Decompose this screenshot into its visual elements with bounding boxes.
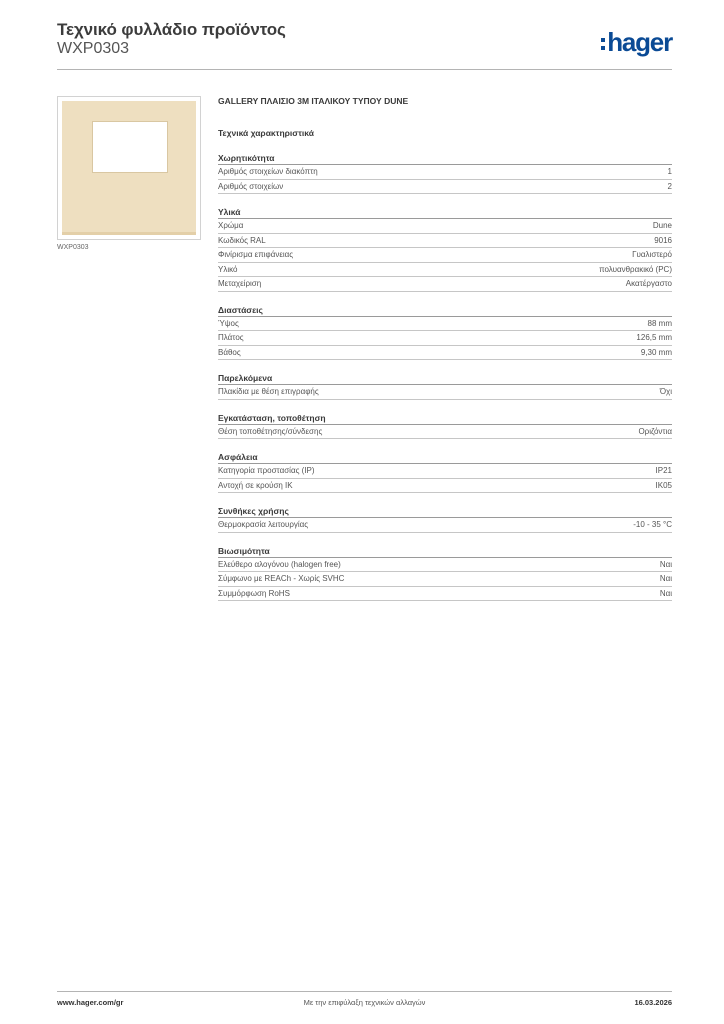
spec-row — [218, 572, 672, 587]
spec-value: IK05 — [655, 480, 672, 490]
spec-value: Dune — [652, 221, 672, 230]
spec-value: 9,30 mm — [640, 347, 672, 357]
spec-row — [218, 479, 672, 494]
spec-label: Αριθμός στοιχείων — [218, 181, 284, 191]
spec-label: Φινίρισμα επιφάνειας — [218, 250, 294, 259]
spec-group-title: Παρελκόμενα — [218, 373, 672, 385]
spec-row — [218, 263, 672, 278]
spec-value: 88 mm — [647, 318, 672, 328]
footer-divider — [57, 991, 672, 992]
spec-label: Αριθμός στοιχείων διακόπτη — [218, 167, 318, 176]
spec-row — [218, 385, 672, 400]
spec-group-title: Διαστάσεις — [218, 305, 672, 317]
spec-row — [218, 165, 672, 180]
spec-label: Σύμφωνο με REACh - Χωρίς SVHC — [218, 574, 345, 583]
spec-group-title: Συνθήκες χρήσης — [218, 506, 672, 518]
spec-label: Κατηγορία προστασίας (IP) — [218, 466, 315, 475]
spec-label: Θερμοκρασία λειτουργίας — [218, 520, 309, 529]
spec-row — [218, 317, 672, 332]
spec-row — [218, 558, 672, 573]
spec-value: Ναι — [659, 574, 672, 583]
spec-value: πολυανθρακικό (PC) — [599, 264, 672, 274]
footer-date: 16.03.2026 — [634, 998, 672, 1007]
spec-label: Βάθος — [218, 347, 241, 357]
spec-label: Ελεύθερο αλογόνου (halogen free) — [218, 559, 341, 569]
product-name: GALLERY ΠΛΑΙΣΙΟ 3M ΙΤΑΛΙΚΟΥ ΤΥΠΟΥ DUNE — [218, 96, 409, 106]
spec-row — [218, 180, 672, 195]
spec-value: 2 — [667, 181, 672, 191]
spec-label: Αντοχή σε κρούση IK — [218, 480, 293, 490]
spec-row — [218, 518, 672, 533]
spec-group-title: Εγκατάσταση, τοποθέτηση — [218, 413, 672, 425]
spec-row — [218, 277, 672, 292]
product-code: WXP0303 — [57, 40, 130, 57]
spec-group-title: Βιωσιμότητα — [218, 546, 672, 558]
spec-label: Μεταχείριση — [218, 279, 262, 288]
spec-group-sustainability — [218, 546, 672, 602]
spec-value: Όχι — [659, 387, 672, 396]
spec-label: Κωδικός RAL — [218, 235, 266, 245]
spec-row — [218, 464, 672, 479]
document-title: Τεχνικό φυλλάδιο προϊόντος — [57, 20, 286, 39]
spec-heading: Τεχνικά χαρακτηριστικά — [218, 128, 314, 138]
page-header — [57, 20, 672, 70]
specifications — [218, 96, 672, 601]
spec-value: IP21 — [655, 466, 672, 475]
spec-value: Γυαλιστερό — [632, 250, 672, 259]
spec-group-title: Ασφάλεια — [218, 452, 672, 464]
spec-group-conditions — [218, 506, 672, 533]
spec-row — [218, 346, 672, 361]
spec-label: Πλακίδια με θέση επιγραφής — [218, 387, 319, 396]
spec-group-title: Υλικά — [218, 207, 672, 219]
spec-row — [218, 587, 672, 602]
spec-row — [218, 248, 672, 263]
spec-group-capacity — [218, 153, 672, 194]
spec-group-accessories — [218, 373, 672, 400]
spec-row — [218, 425, 672, 440]
spec-value: 9016 — [654, 235, 672, 245]
spec-label: Υλικό — [218, 264, 238, 274]
spec-group-title: Χωρητικότητα — [218, 153, 672, 165]
spec-value: Οριζόντια — [638, 426, 672, 436]
logo-dots-icon — [601, 38, 605, 50]
spec-group-materials — [218, 207, 672, 292]
hager-logo — [601, 28, 672, 56]
spec-value: 1 — [667, 167, 672, 176]
spec-label: Συμμόρφωση RoHS — [218, 588, 290, 598]
spec-value: Ναι — [659, 588, 672, 598]
spec-label: Θέση τοποθέτησης/σύνδεσης — [218, 426, 323, 436]
spec-row — [218, 234, 672, 249]
product-image-caption: WXP0303 — [57, 244, 89, 251]
spec-group-safety — [218, 452, 672, 493]
spec-label: Πλάτος — [218, 333, 244, 342]
page-footer — [57, 998, 672, 1010]
logo-text: hager — [607, 27, 672, 57]
footer-website-link[interactable]: www.hager.com/gr — [57, 998, 124, 1007]
spec-group-installation — [218, 413, 672, 440]
spec-value: Ακατέργαστο — [625, 279, 672, 288]
spec-row — [218, 219, 672, 234]
spec-value: -10 - 35 °C — [633, 520, 672, 529]
spec-group-dimensions — [218, 305, 672, 361]
spec-value: Ναι — [659, 559, 672, 569]
spec-row — [218, 331, 672, 346]
spec-label: Χρώμα — [218, 221, 244, 230]
product-image — [57, 96, 201, 240]
header-divider — [57, 69, 672, 70]
spec-label: Ύψος — [218, 318, 239, 328]
frame-opening — [92, 121, 168, 173]
frame-plate — [62, 101, 196, 235]
spec-value: 126,5 mm — [636, 333, 672, 342]
footer-notice: Με την επιφύλαξη τεχνικών αλλαγών — [303, 998, 426, 1007]
